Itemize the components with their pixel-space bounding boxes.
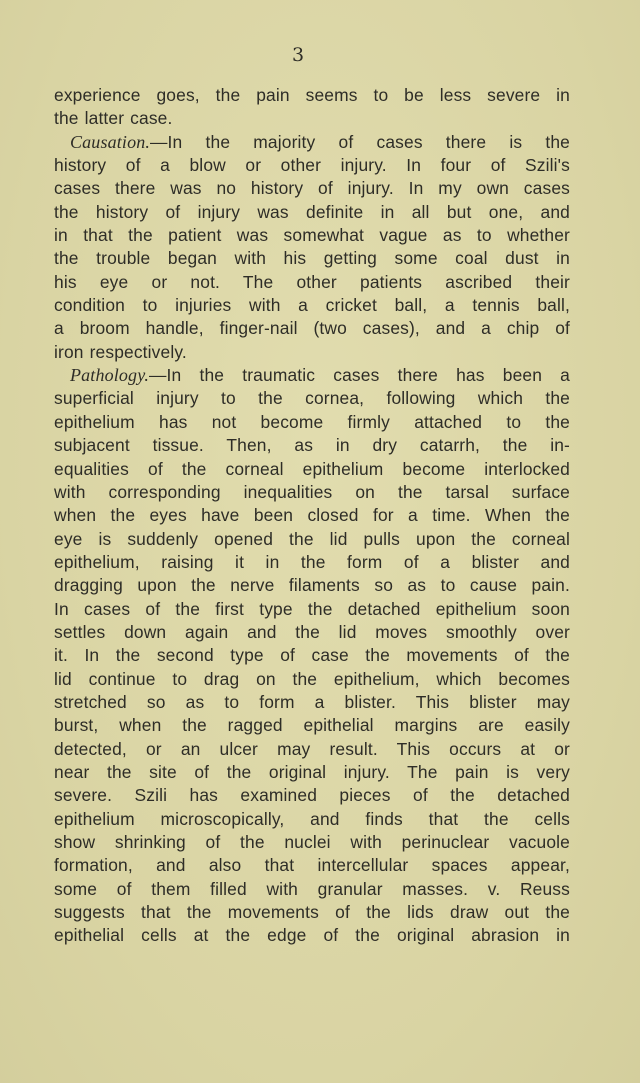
text-line <box>54 738 570 761</box>
line-text: his eye or not. The other patients ascribed their <box>54 271 570 292</box>
line-text: equalities of the corneal epithelium become interlocked <box>54 458 570 479</box>
text-line <box>54 154 570 177</box>
line-text: near the site of the original injury. The pain is very <box>54 761 570 782</box>
text-line <box>54 598 570 621</box>
line-text: condition to injuries with a cricket ball, a tennis ball, <box>54 295 570 316</box>
line-text: detected, or an ulcer may result. This occurs at or <box>54 738 570 759</box>
text-line <box>54 411 570 434</box>
line-text: formation, and also that intercellular spaces appear, <box>54 855 570 876</box>
text-line <box>54 668 570 691</box>
line-text: stretched so as to form a blister. This blister may <box>54 691 570 712</box>
line-text: settles down again and the lid moves smoothly over <box>54 621 570 642</box>
section-heading: Pathology. <box>70 365 149 386</box>
text-line <box>54 504 570 527</box>
line-text: —In the majority of cases there is the <box>150 131 570 152</box>
line-text: with corresponding inequalities on the tarsal surface <box>54 481 570 502</box>
text-line <box>54 621 570 644</box>
text-line <box>54 294 570 317</box>
line-text: lid continue to drag on the epithelium, which becomes <box>54 668 570 689</box>
text-line <box>54 458 570 481</box>
line-text: In cases of the first type the detached epithelium soon <box>54 598 570 619</box>
text-line <box>54 201 570 224</box>
line-text: severe. Szili has examined pieces of the detached <box>54 785 570 806</box>
text-line <box>54 714 570 737</box>
text-line <box>54 551 570 574</box>
text-line <box>54 434 570 457</box>
line-text: experience goes, the pain seems to be less severe in <box>54 85 570 105</box>
line-text: eye is suddenly opened the lid pulls upon the corneal <box>54 528 570 549</box>
line-text: subjacent tissue. Then, as in dry catarrh, the in- <box>54 435 570 456</box>
text-line <box>54 341 570 364</box>
text-line <box>54 107 570 130</box>
line-text: the trouble began with his getting some coal dust in <box>54 248 570 269</box>
line-text: superficial injury to the cornea, following which the <box>54 388 570 409</box>
text-line <box>54 574 570 597</box>
text-line <box>54 247 570 270</box>
line-text: show shrinking of the nuclei with perinuclear vacuole <box>54 832 570 852</box>
text-line <box>54 691 570 714</box>
line-text: burst, when the ragged epithelial margins are easily <box>54 715 570 736</box>
line-text: epithelium microscopically, and finds that the cells <box>54 808 570 829</box>
line-text: when the eyes have been closed for a time. When the <box>54 505 570 526</box>
section-heading-line <box>54 364 570 387</box>
text-line <box>54 177 570 200</box>
line-text: suggests that the movements of the lids draw out the <box>54 902 570 923</box>
text-line <box>54 808 570 831</box>
text-line <box>54 271 570 294</box>
line-text: —In the traumatic cases there has been a <box>149 365 570 386</box>
line-text: dragging upon the nerve filaments so as to cause pain. <box>54 575 570 596</box>
body-text <box>54 84 570 948</box>
line-text: epithelial cells at the edge of the original abrasion in <box>54 925 570 946</box>
text-line <box>54 317 570 340</box>
section-heading-line <box>54 131 570 154</box>
text-line <box>54 84 570 107</box>
section-heading: Causation. <box>70 131 151 152</box>
line-text: iron respectively. <box>54 341 187 362</box>
line-text: a broom handle, finger-nail (two cases), and a chip of <box>54 318 570 339</box>
text-line <box>54 528 570 551</box>
text-line <box>54 481 570 504</box>
line-text: epithelium, raising it in the form of a blister and <box>54 551 570 572</box>
text-line <box>54 924 570 947</box>
line-text: it. In the second type of case the movements of the <box>54 645 570 666</box>
line-text: cases there was no history of injury. In my own cases <box>54 178 570 199</box>
text-line <box>54 901 570 924</box>
text-line <box>54 878 570 901</box>
page-number: 3 <box>291 44 305 66</box>
text-line <box>54 831 570 854</box>
text-line <box>54 387 570 410</box>
line-text: epithelium has not become firmly attached to the <box>54 411 570 432</box>
line-text: the latter case. <box>54 108 173 129</box>
line-text: some of them filled with granular masses. v. Reuss <box>54 878 570 899</box>
text-line <box>54 224 570 247</box>
text-line <box>54 644 570 667</box>
text-line <box>54 761 570 784</box>
line-text: history of a blow or other injury. In four of Szili's <box>54 155 570 176</box>
text-line <box>54 784 570 807</box>
line-text: the history of injury was definite in all but one, and <box>54 201 570 222</box>
text-line <box>54 854 570 877</box>
line-text: in that the patient was somewhat vague as to whether <box>54 225 570 246</box>
